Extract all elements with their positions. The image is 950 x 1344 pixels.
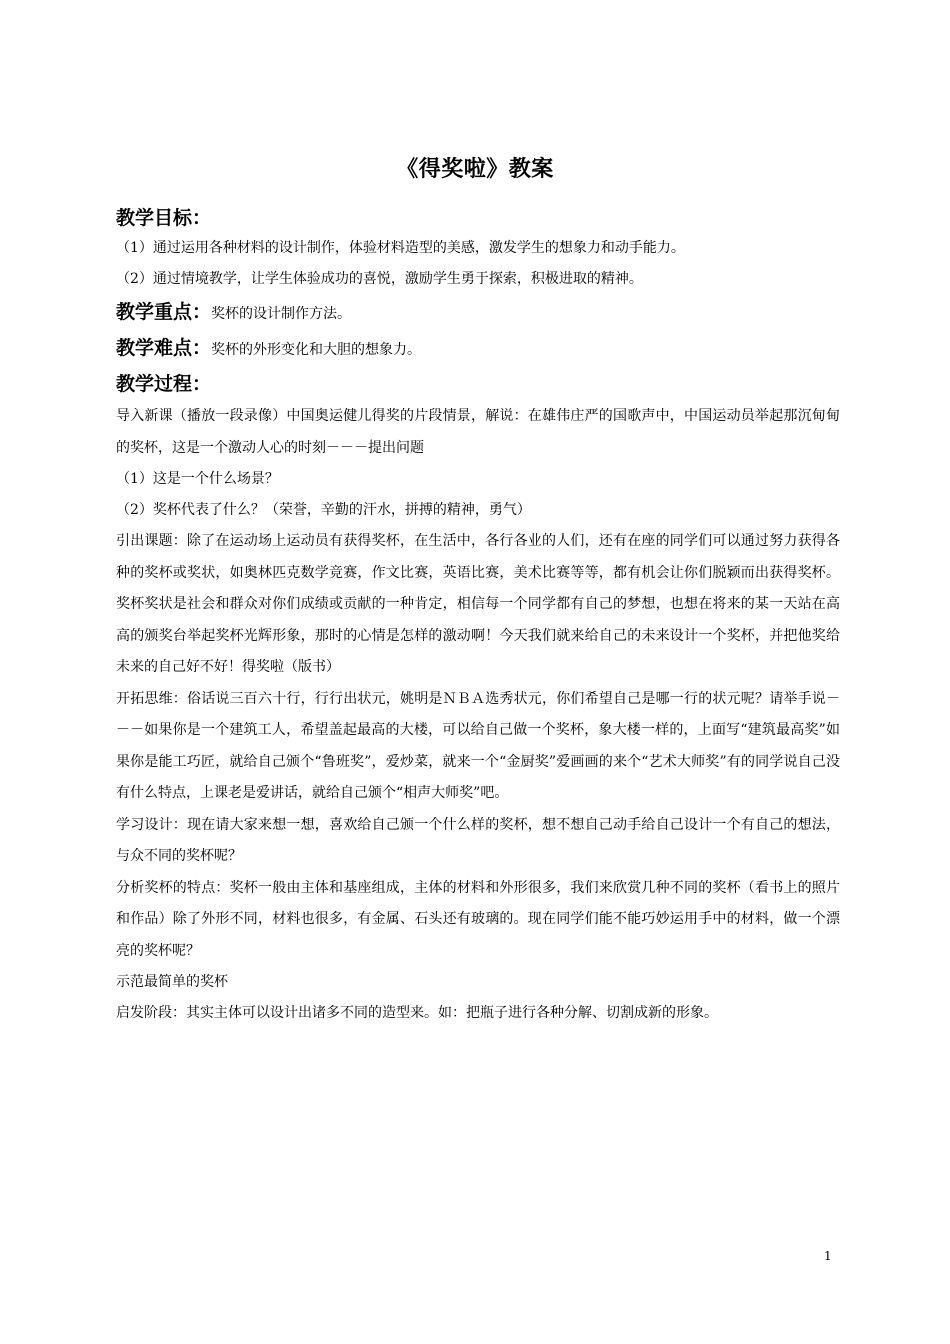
difficulty-heading: 教学难点：: [116, 337, 212, 359]
analysis-paragraph: 分析奖杯的特点：奖杯一般由主体和基座组成，主体的材料和外形很多，我们来欣赏几种不同的奖杯（看书上的照片和作品）除了外形不同，材料也很多，有金属、石头还有玻璃的。现在同学们能不能巧妙运用手中的材料，做一个漂亮的奖杯呢？: [116, 879, 840, 959]
goals-heading: 教学目标：: [116, 207, 212, 229]
document-body: [116, 203, 840, 1030]
goal-item: （2）通过情境教学，让学生体验成功的喜悦，激励学生勇于探索，积极进取的精神。: [116, 271, 643, 287]
key-point-text: 奖杯的设计制作方法。: [211, 306, 352, 322]
key-point-heading: 教学重点：: [116, 301, 212, 323]
key-point-row: [116, 295, 840, 331]
process-heading: 教学过程：: [116, 373, 212, 395]
difficulty-text: 奖杯的外形变化和大胆的想象力。: [211, 342, 422, 358]
demo-line: 示范最简单的奖杯: [116, 974, 228, 990]
topic-paragraph: 引出课题：除了在运动场上运动员有获得奖杯，在生活中，各行各业的人们，还有在座的同学们可以通过努力获得各种的奖杯或奖状，如奥林匹克数学竞赛，作文比赛，英语比赛，美术比赛等等，都有机会让你们脱颖而出获得奖杯。奖杯奖状是社会和群众对你们成绩或贡献的一种肯定，相信每一个同学都有自己的梦想，也想在将来的某一天站在高高的颁奖台举起奖杯光辉形象，那时的心情是怎样的激动啊！今天我们就来给自己的未来设计一个奖杯，并把他奖给未来的自己好不好！得奖啦（版书）: [116, 533, 840, 675]
inspire-paragraph: 启发阶段：其实主体可以设计出诸多不同的造型来。如：把瓶子进行各种分解、切割成新的形象。: [116, 1005, 718, 1021]
question-item: （2）奖杯代表了什么？（荣誉，辛勤的汗水，拼搏的精神，勇气）: [116, 502, 531, 518]
difficulty-row: [116, 331, 840, 367]
document-title: 《得奖啦》教案: [396, 156, 554, 182]
question-item: （1）这是一个什么场景？: [116, 471, 279, 487]
goal-item: （1）通过运用各种材料的设计制作，体验材料造型的美感，激发学生的想象力和动手能力。: [116, 240, 685, 256]
thinking-paragraph: 开拓思维：俗话说三百六十行，行行出状元，姚明是ＮＢＡ选秀状元，你们希望自己是哪一行的状元呢？请举手说－－－如果你是一个建筑工人，希望盖起最高的大楼，可以给自己做一个奖杯，象大楼一样的，上面写“建筑最高奖”如果你是能工巧匠，就给自己颁个“鲁班奖”，爱炒菜，就来一个“金厨奖”爱画画的来个“艺术大师奖”有的同学说自己没有什么特点，上课老是爱讲话，就给自己颁个“相声大师奖”吧。: [116, 690, 840, 801]
page-number: 1: [824, 1249, 832, 1263]
intro-paragraph: 导入新课（播放一段录像）中国奥运健儿得奖的片段情景，解说：在雄伟庄严的国歌声中，中国运动员举起那沉甸甸的奖杯，这是一个激动人心的时刻－－－提出问题: [116, 408, 840, 456]
design-paragraph: 学习设计：现在请大家来想一想，喜欢给自己颁一个什么样的奖杯，想不想自己动手给自己设计一个有自己的想法，与众不同的奖杯呢？: [116, 816, 840, 864]
